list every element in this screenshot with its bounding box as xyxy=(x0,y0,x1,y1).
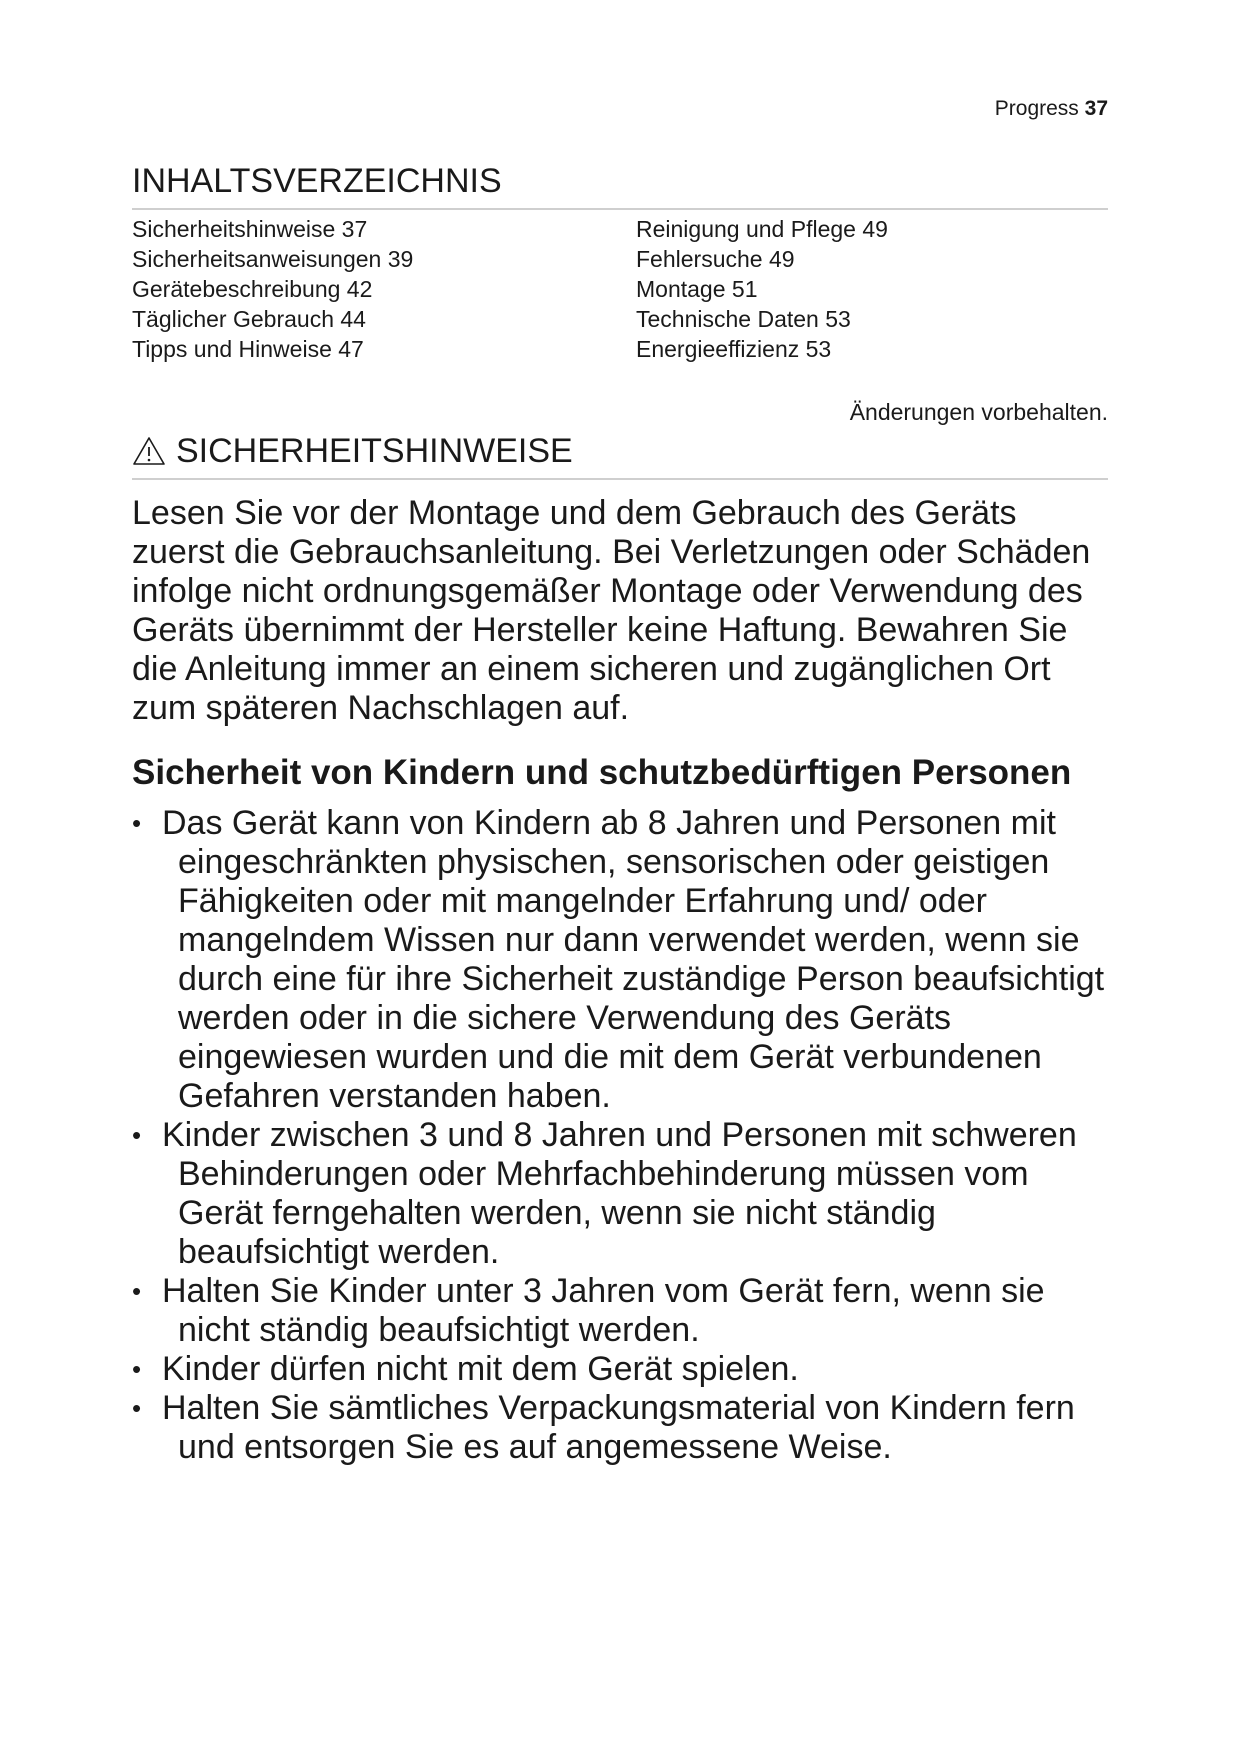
toc-item[interactable]: Gerätebeschreibung 42 xyxy=(132,276,373,302)
brand-name: Progress xyxy=(994,97,1079,120)
toc-item[interactable]: Tipps und Hinweise 47 xyxy=(132,336,364,362)
bullet-icon: • xyxy=(132,1393,142,1423)
list-item xyxy=(132,1272,1108,1350)
list-item-text: Kinder zwischen 3 und 8 Jahren und Personen mit schweren Behinderungen oder Mehrfachbehinderung müssen vom Gerät ferngehalten werden, wenn sie nicht ständig beaufsichtigt werden. xyxy=(162,1116,1077,1271)
toc-item[interactable]: Energieeffizienz 53 xyxy=(636,336,832,362)
list-item-text: Das Gerät kann von Kindern ab 8 Jahren und Personen mit eingeschränkten physischen, sensorischen oder geistigen Fähigkeiten oder mit mangelnder Erfahrung und/ oder mangelndem Wissen nur dann verwendet werden, wenn sie durch eine für ihre Sicherheit zuständige Person beaufsichtigt werden oder in die sichere Verwendung des Geräts eingewiesen wurden und die mit dem Gerät verbundenen Gefahren verstanden haben. xyxy=(162,804,1105,1115)
bullet-icon: • xyxy=(132,1276,142,1306)
toc-left-column xyxy=(132,214,636,364)
list-item-text: Kinder dürfen nicht mit dem Gerät spielen. xyxy=(162,1350,799,1388)
toc-right-column xyxy=(636,214,1108,364)
toc-title: INHALTSVERZEICHNIS xyxy=(132,162,1108,210)
safety-section-title xyxy=(132,432,1108,480)
page-content xyxy=(132,162,1108,1467)
safety-intro: Lesen Sie vor der Montage und dem Gebrauch des Geräts zuerst die Gebrauchsanleitung. Bei Verletzungen oder Schäden infolge nicht ordnungsgemäßer Montage oder Verwendung des Geräts übernimmt der Hersteller keine Haftung. Bewahren Sie die Anleitung immer an einem sicheren und zugänglichen Ort zum späteren Nachschlagen auf. xyxy=(132,494,1091,727)
changes-note: Änderungen vorbehalten. xyxy=(849,399,1108,425)
bullet-icon: • xyxy=(132,1120,142,1150)
safety-title-text: SICHERHEITSHINWEISE xyxy=(176,432,573,470)
list-item xyxy=(132,1116,1108,1272)
page-number: 37 xyxy=(1084,97,1108,120)
toc-item[interactable]: Sicherheitshinweise 37 xyxy=(132,216,368,242)
toc-item[interactable]: Technische Daten 53 xyxy=(636,306,851,332)
toc-item[interactable]: Fehlersuche 49 xyxy=(636,246,795,272)
toc-item[interactable]: Täglicher Gebrauch 44 xyxy=(132,306,366,332)
child-safety-list xyxy=(132,804,1108,1467)
list-item xyxy=(132,1350,1108,1389)
list-item-text: Halten Sie Kinder unter 3 Jahren vom Gerät fern, wenn sie nicht ständig beaufsichtigt werden. xyxy=(162,1272,1045,1349)
toc-item[interactable]: Reinigung und Pflege 49 xyxy=(636,216,888,242)
toc-item[interactable]: Sicherheitsanweisungen 39 xyxy=(132,246,414,272)
bullet-icon: • xyxy=(132,808,142,838)
list-item-text: Halten Sie sämtliches Verpackungsmaterial von Kindern fern und entsorgen Sie es auf angemessene Weise. xyxy=(162,1389,1075,1466)
list-item xyxy=(132,804,1108,1116)
list-item xyxy=(132,1389,1108,1467)
table-of-contents xyxy=(132,214,1108,364)
warning-triangle-icon xyxy=(132,436,166,466)
toc-item[interactable]: Montage 51 xyxy=(636,276,758,302)
page-header xyxy=(995,97,1108,121)
bullet-icon: • xyxy=(132,1354,142,1384)
child-safety-heading: Sicherheit von Kindern und schutzbedürftigen Personen xyxy=(132,753,1072,792)
